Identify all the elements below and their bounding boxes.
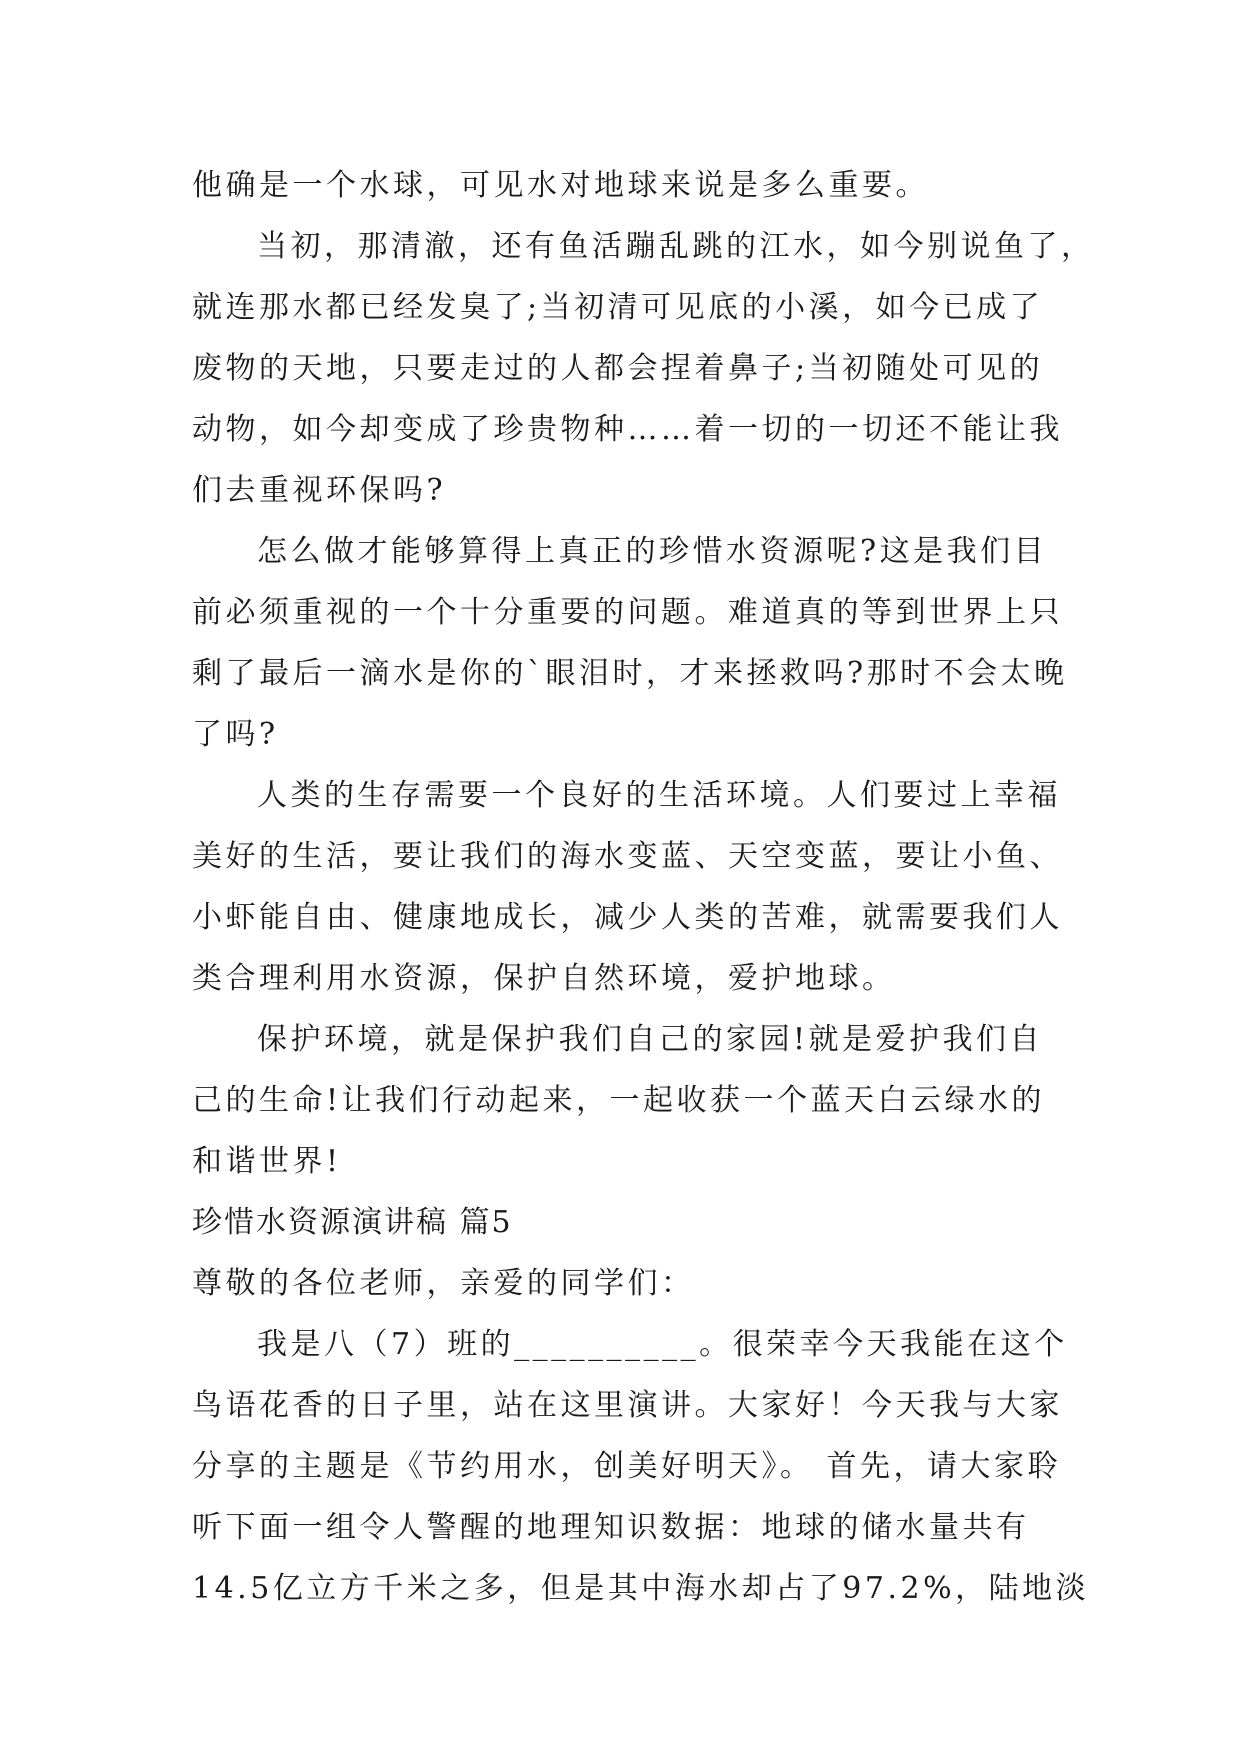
text-line: 废物的天地，只要走过的人都会捏着鼻子;当初随处可见的 bbox=[192, 351, 1044, 386]
paragraph-start-line: 怎么做才能够算得上真正的珍惜水资源呢?这是我们目 bbox=[257, 534, 1048, 569]
text-line: 和谐世界! bbox=[192, 1144, 342, 1179]
paragraph-start-line: 保护环境，就是保护我们自己的家园!就是爱护我们自 bbox=[257, 1022, 1044, 1057]
section-heading: 珍惜水资源演讲稿 篇5 bbox=[192, 1205, 513, 1240]
text-line: 听下面一组令人警醒的地理知识数据：地球的储水量共有 bbox=[192, 1510, 1030, 1545]
text-line: 类合理利用水资源，保护自然环境，爱护地球。 bbox=[192, 961, 896, 996]
text-line: 小虾能自由、健康地成长，减少人类的苦难，就需要我们人 bbox=[192, 900, 1063, 935]
text-line: 己的生命!让我们行动起来，一起收获一个蓝天白云绿水的 bbox=[192, 1083, 1046, 1118]
text-line: 分享的主题是《节约用水，创美好明天》。 首先，请大家聆 bbox=[192, 1449, 1062, 1484]
document-body bbox=[192, 155, 1095, 1619]
text-line: 剩了最后一滴水是你的`眼泪时，才来拯救吗?那时不会太晚 bbox=[192, 656, 1068, 691]
text-line: 们去重视环保吗? bbox=[192, 473, 447, 508]
text-line: 了吗? bbox=[192, 717, 279, 752]
paragraph-start-line: 当初，那清澈，还有鱼活蹦乱跳的江水，如今别说鱼了， bbox=[257, 229, 1095, 264]
salutation-line: 尊敬的各位老师，亲爱的同学们： bbox=[192, 1266, 695, 1301]
text-line: 他确是一个水球，可见水对地球来说是多么重要。 bbox=[192, 168, 929, 203]
paragraph-start-line: 我是八（7）班的__________。很荣幸今天我能在这个 bbox=[257, 1327, 1068, 1362]
text-line: 美好的生活，要让我们的海水变蓝、天空变蓝，要让小鱼、 bbox=[192, 839, 1063, 874]
text-line: 前必须重视的一个十分重要的问题。难道真的等到世界上只 bbox=[192, 595, 1063, 630]
text-line: 动物，如今却变成了珍贵物种……着一切的一切还不能让我 bbox=[192, 412, 1063, 447]
paragraph-start-line: 人类的生存需要一个良好的生活环境。人们要过上幸福 bbox=[257, 778, 1061, 813]
text-line: 14.5亿立方千米之多，但是其中海水却占了97.2%，陆地淡 bbox=[192, 1571, 1090, 1606]
text-line: 就连那水都已经发臭了;当初清可见底的小溪，如今已成了 bbox=[192, 290, 1044, 325]
text-line: 鸟语花香的日子里，站在这里演讲。大家好！今天我与大家 bbox=[192, 1388, 1063, 1423]
